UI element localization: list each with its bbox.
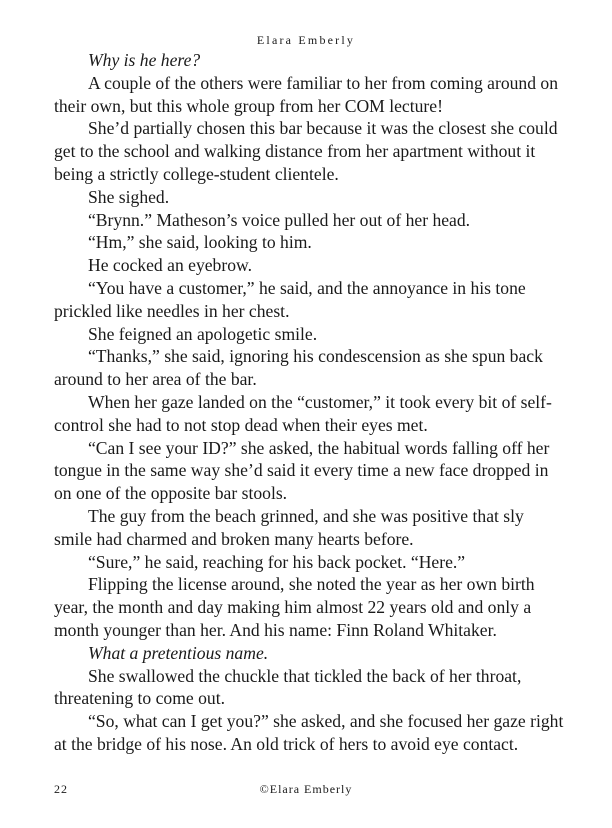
paragraph: When her gaze landed on the “customer,” it took every bit of self-control she had to not stop dead when their eyes met. [54, 391, 552, 435]
paragraph: “You have a customer,” he said, and the annoyance in his tone prickled like needles in her chest. [54, 277, 526, 321]
body-text [54, 49, 564, 756]
paragraph: “Hm,” she said, looking to him. [88, 232, 312, 253]
footer-copyright: ©Elara Emberly [259, 782, 353, 796]
paragraph-italic-thought: Why is he here? [88, 50, 201, 70]
paragraph-italic-thought: What a pretentious name. [88, 642, 269, 663]
paragraph: The guy from the beach grinned, and she was positive that sly smile had charmed and broken many hearts before. [54, 505, 524, 549]
paragraph: She’d partially chosen this bar because it was the closest she could get to the school and walking distance from her apartment without it being a strictly college-student clientele. [54, 118, 558, 184]
paragraph: Flipping the license around, she noted the year as her own birth year, the month and day making him almost 22 years old and only a month younger than her. And his name: Finn Roland Whitaker. [54, 574, 535, 640]
paragraph: He cocked an eyebrow. [88, 255, 252, 276]
paragraph: “So, what can I get you?” she asked, and she focused her gaze right at the bridge of his nose. An old trick of hers to avoid eye contact. [54, 711, 564, 754]
paragraph: “Can I see your ID?” she asked, the habitual words falling off her tongue in the same way she’d said it every time a new face dropped in on one of the opposite bar stools. [54, 437, 550, 504]
paragraph: “Thanks,” she said, ignoring his condescension as she spun back around to her area of the bar. [54, 346, 543, 390]
paragraph: “Brynn.” Matheson’s voice pulled her out of her head. [88, 209, 471, 230]
paragraph: She sighed. [88, 186, 170, 207]
page-number: 22 [54, 782, 68, 796]
paragraph: “Sure,” he said, reaching for his back pocket. “Here.” [88, 551, 466, 572]
running-header-author: Elara Emberly [256, 33, 356, 47]
paragraph: She feigned an apologetic smile. [88, 323, 318, 344]
paragraph: A couple of the others were familiar to her from coming around on their own, but this whole group from her COM lecture! [54, 72, 558, 116]
paragraph: She swallowed the chuckle that tickled the back of her throat, threatening to come out. [54, 665, 522, 709]
